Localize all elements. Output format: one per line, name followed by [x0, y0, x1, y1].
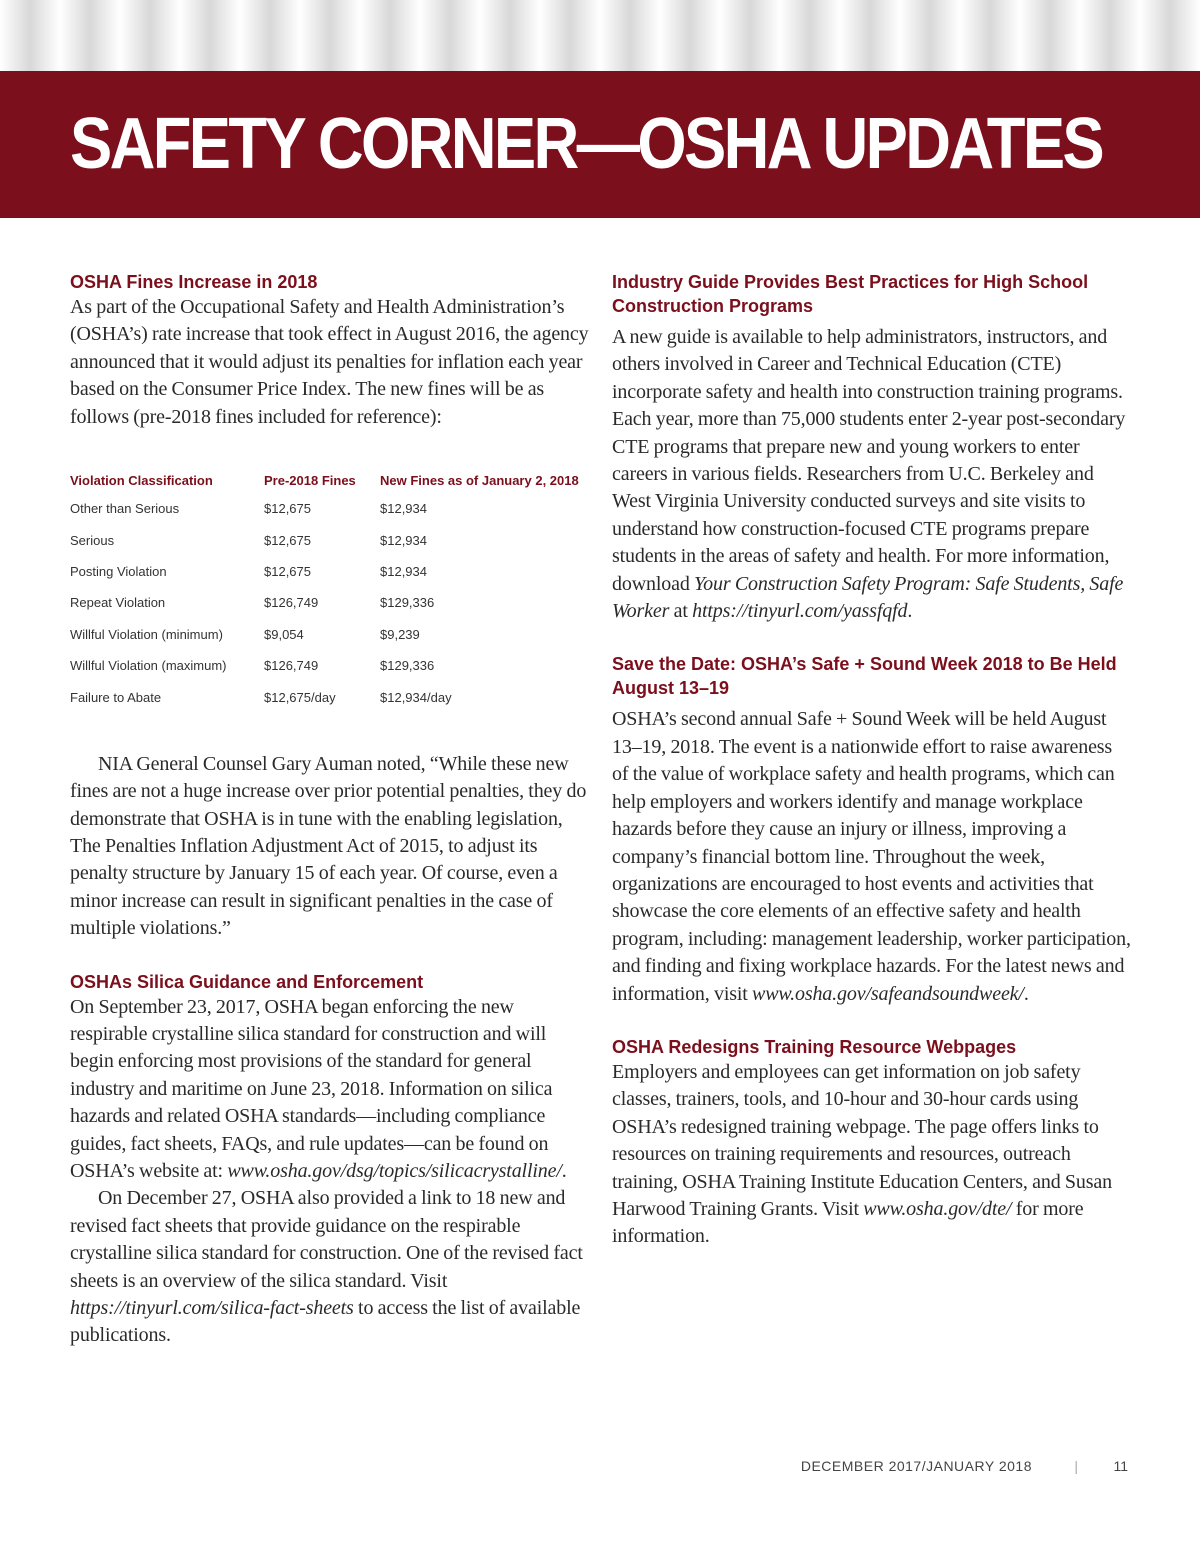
table-cell: $12,675 [264, 501, 311, 517]
table-cell: Other than Serious [70, 501, 180, 517]
paragraph-text: OSHA’s second annual Safe + Sound Week will be held August 13–19, 2018. The event is a nationwide effort to raise awareness of the value of workplace safety and health programs, which can help employers and workers identify and manage workplace hazards before they cause an injury or illness, improving a company’s financial bottom line. Throughout the week, organizations are encouraged to host events and activities that showcase the core elements of an effective safety and health program, including: management leadership, worker participation, and finding and fixing workplace hazards. For the latest news and information, visit [612, 708, 1131, 1005]
safe-sound-section [612, 652, 1132, 1007]
table-row [70, 493, 590, 524]
fines-section [70, 270, 590, 943]
paragraph [70, 1185, 590, 1349]
paragraph: As part of the Occupational Safety and Health Administration’s (OSHA’s) rate increase that took effect in August 2016, the agency announced that it would adjust its penalties for inflation each year based on the Consumer Price Index. The new fines will be as follows (pre-2018 fines included for reference): [70, 296, 589, 428]
fines-table [70, 467, 590, 713]
paragraph-text: . [561, 1160, 567, 1183]
guide-link[interactable]: https://tinyurl.com/yassfqfd [692, 600, 908, 623]
table-cell: Posting Violation [70, 564, 167, 579]
table-header-row [70, 467, 590, 493]
table-row [70, 587, 590, 618]
publication-title: Your Construction Safety Program: Safe Students, Safe Worker [612, 572, 1124, 623]
table-cell: $12,675 [264, 532, 311, 548]
table-row [70, 681, 590, 712]
table-cell: $12,675 [264, 564, 311, 579]
column-header: New Fines as of January 2, 2018 [380, 472, 579, 488]
industry-guide-section [612, 270, 1132, 625]
training-section [612, 1035, 1132, 1251]
left-column [70, 270, 590, 1350]
table-cell: $9,054 [264, 626, 304, 642]
paragraph-text: at [669, 600, 693, 623]
table-cell: $129,336 [380, 595, 435, 611]
table-cell: $12,934/day [380, 689, 452, 705]
paragraph-text: A new guide is available to help administrators, instructors, and others involved in Career and Technical Education (CTE) incorporate safety and health into construction training programs. Each year, more than 75,000 students enter 2-year post-secondary CTE programs that prepare new and young workers to enter careers in various fields. Researchers from U.C. Berkeley and West Virginia University conducted surveys and site visits to understand how construction-focused CTE programs prepare students in the areas of safety and health. For more information, download [612, 326, 1126, 595]
section-heading: Save the Date: OSHA’s Safe + Sound Week 2018 to Be Held August 13–19 [612, 654, 1117, 699]
section-heading: OSHA Fines Increase in 2018 [70, 272, 318, 292]
table-row [70, 650, 590, 681]
page-number: 11 [1113, 1458, 1128, 1474]
section-heading: OSHA Redesigns Training Resource Webpages [612, 1036, 1017, 1057]
issue-date: DECEMBER 2017/JANUARY 2018 [800, 1458, 1032, 1474]
table-cell: $12,934 [380, 501, 427, 517]
right-column [612, 270, 1132, 1251]
table-row [70, 619, 590, 650]
footer-separator: | [1074, 1458, 1078, 1474]
column-header: Violation Classification [70, 472, 213, 488]
table-cell: $9,239 [380, 626, 420, 642]
page-title: SAFETY CORNER—OSHA UPDATES [70, 104, 1103, 184]
paragraph [612, 1059, 1132, 1251]
column-header: Pre-2018 Fines [264, 472, 356, 488]
table-cell: Serious [70, 532, 115, 548]
paragraph-text: . [1023, 982, 1029, 1005]
table-cell: $129,336 [380, 658, 435, 674]
section-heading: OSHAs Silica Guidance and Enforcement [70, 971, 424, 992]
section-heading: Industry Guide Provides Best Practices for High School Construction Programs [612, 272, 1089, 316]
table-row [70, 524, 590, 555]
paragraph [612, 706, 1132, 1007]
paragraph-text: . [907, 600, 913, 623]
table-cell: $12,675/day [264, 689, 336, 705]
paragraph-text: On December 27, OSHA also provided a link to 18 new and revised fact sheets that provide guidance on the respirable crystalline silica standard for construction. One of the revised fact sheets is an overview of the silica standard. Visit [70, 1187, 583, 1292]
table-cell: Repeat Violation [70, 595, 166, 611]
paragraph [70, 994, 590, 1186]
paragraph-text: Employers and employees can get information on job safety classes, trainers, tools, and 10-hour and 30-hour cards using OSHA’s redesigned training webpage. The page offers links to resources on training requirements and resources, outreach training, OSHA Training Institute Education Centers, and Susan Harwood Training Grants. Visit [612, 1060, 1112, 1220]
table-cell: Willful Violation (minimum) [70, 626, 223, 642]
paragraph [612, 324, 1132, 625]
table-row [70, 556, 590, 587]
table-cell: Failure to Abate [70, 689, 162, 705]
decorative-stripes [0, 0, 1200, 71]
table-cell: $12,934 [380, 564, 427, 579]
paragraph: NIA General Counsel Gary Auman noted, “While these new fines are not a huge increase over prior potential penalties, they do demonstrate that OSHA is in tune with the enabling legislation, The Penalties Inflation Adjustment Act of 2015, to adjust its penalty structure by January 15 of each year. Of course, even a minor increase can result in significant penalties in the case of multiple violations.” [70, 752, 587, 940]
fact-sheets-link[interactable]: https://tinyurl.com/silica-fact-sheets [70, 1297, 354, 1320]
page-footer [700, 1458, 1130, 1480]
training-link[interactable]: www.osha.gov/dte/ [863, 1197, 1012, 1220]
paragraph-text: for more information. [612, 1197, 1084, 1248]
safe-sound-link[interactable]: www.osha.gov/safeandsoundweek/ [752, 982, 1024, 1005]
table-cell: $126,749 [264, 658, 319, 674]
paragraph-text: to access the list of available publications. [70, 1297, 581, 1347]
silica-section [70, 970, 590, 1350]
paragraph-text: On September 23, 2017, OSHA began enforcing the new respirable crystalline silica standard for construction and will begin enforcing most provisions of the standard for general industry and maritime on June 23, 2018. Information on silica hazards and related OSHA standards—including compliance guides, fact sheets, FAQs, and rule updates—can be found on OSHA’s website at: [70, 995, 553, 1183]
table-cell: $12,934 [380, 532, 427, 548]
table-cell: Willful Violation (maximum) [70, 658, 227, 674]
silica-link[interactable]: www.osha.gov/dsg/topics/silicacrystalline/ [227, 1160, 562, 1183]
table-cell: $126,749 [264, 595, 319, 611]
